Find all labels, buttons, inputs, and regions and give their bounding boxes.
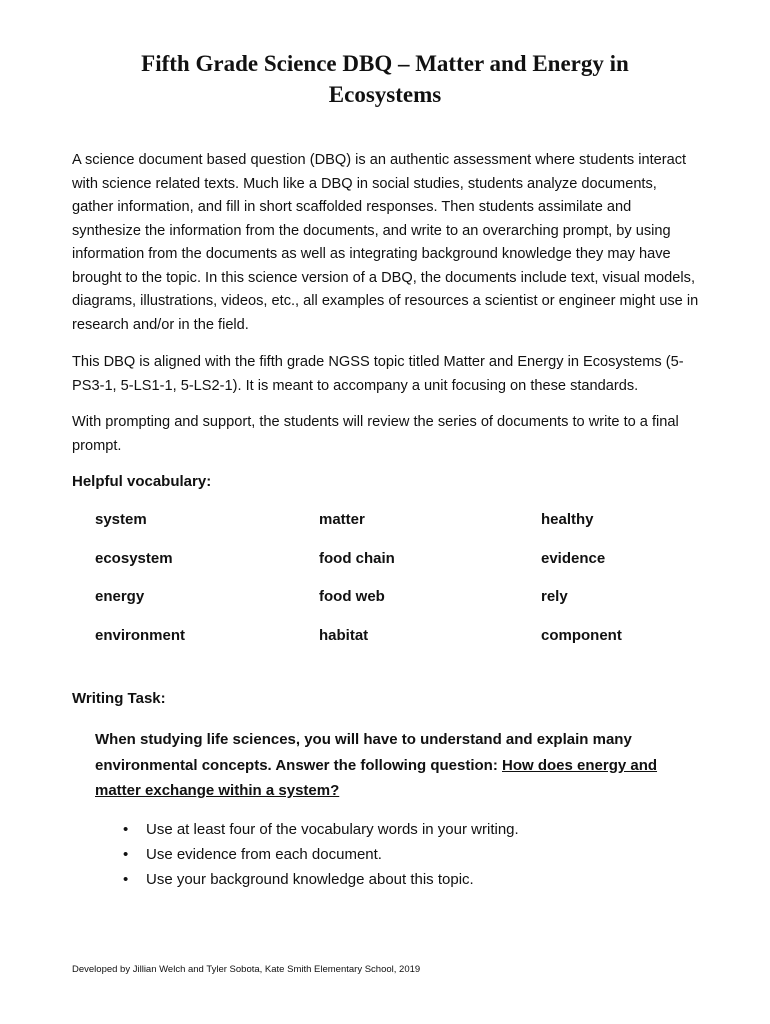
bullet-text: Use at least four of the vocabulary words in your writing.: [146, 821, 519, 838]
vocab-word: food web: [319, 588, 385, 605]
vocab-word: component: [541, 626, 622, 644]
writing-task-prompt: [95, 727, 705, 804]
vocabulary-grid: [95, 511, 705, 665]
vocab-word: ecosystem: [95, 549, 173, 567]
task-question: How does energy and matter exchange within a system?: [95, 756, 658, 799]
vocabulary-row: [95, 550, 705, 589]
list-item: [119, 842, 519, 867]
intro-paragraph: A science document based question (DBQ) is an authentic assessment where students interact with science related texts. Much like a DBQ in social studies, students analyze documents, gather information, and fill in short scaffolded responses. Then students assimilate and synthesize the information from the documents, and write to an overarching prompt, by using information from the documents as well as integrating background knowledge they may have brought to the topic. In this science version of a DBQ, the documents include text, visual models, diagrams, illustrations, videos, etc., all examples of resources a scientist or engineer might use in research and/or in the field.: [72, 152, 699, 333]
vocabulary-row: [95, 588, 705, 627]
vocab-word: energy: [95, 588, 145, 605]
vocab-word: matter: [319, 511, 365, 528]
list-item: [119, 817, 519, 842]
vocab-word: healthy: [541, 511, 594, 528]
vocab-word: rely: [541, 588, 568, 605]
alignment-paragraph: This DBQ is aligned with the fifth grade NGSS topic titled Matter and Energy in Ecosystems (5-PS3-1, 5-LS1-1, 5-LS2-1). It is meant to accompany a unit focusing on these standards.: [72, 354, 684, 394]
list-item: [119, 867, 519, 892]
vocab-word: environment: [95, 626, 186, 644]
vocab-word: evidence: [541, 549, 606, 567]
footer-credit: Developed by Jillian Welch and Tyler Sobota, Kate Smith Elementary School, 2019: [72, 964, 421, 975]
bullet-text: Use evidence from each document.: [146, 846, 382, 863]
bullet-icon: •: [123, 871, 129, 888]
vocab-word: food chain: [319, 549, 395, 567]
title-line-2: Ecosystems: [328, 82, 442, 107]
bullet-text: Use your background knowledge about this topic.: [146, 871, 474, 888]
task-text: When studying life sciences, you will have to understand and explain many environmental concepts. Answer the following question:: [95, 731, 632, 774]
task-bullet-list: [119, 817, 519, 892]
vocabulary-heading: Helpful vocabulary:: [72, 473, 212, 490]
document-title: [60, 48, 710, 110]
vocab-word: system: [95, 511, 147, 528]
title-line-1: Fifth Grade Science DBQ – Matter and Energy in: [141, 51, 629, 76]
vocabulary-row: [95, 627, 705, 666]
bullet-icon: •: [123, 821, 129, 838]
vocabulary-row: [95, 511, 705, 550]
bullet-icon: •: [123, 846, 129, 863]
vocab-word: habitat: [319, 626, 369, 644]
writing-task-heading: Writing Task:: [72, 690, 166, 707]
prompting-paragraph: With prompting and support, the students will review the series of documents to write to a final prompt.: [72, 414, 679, 454]
